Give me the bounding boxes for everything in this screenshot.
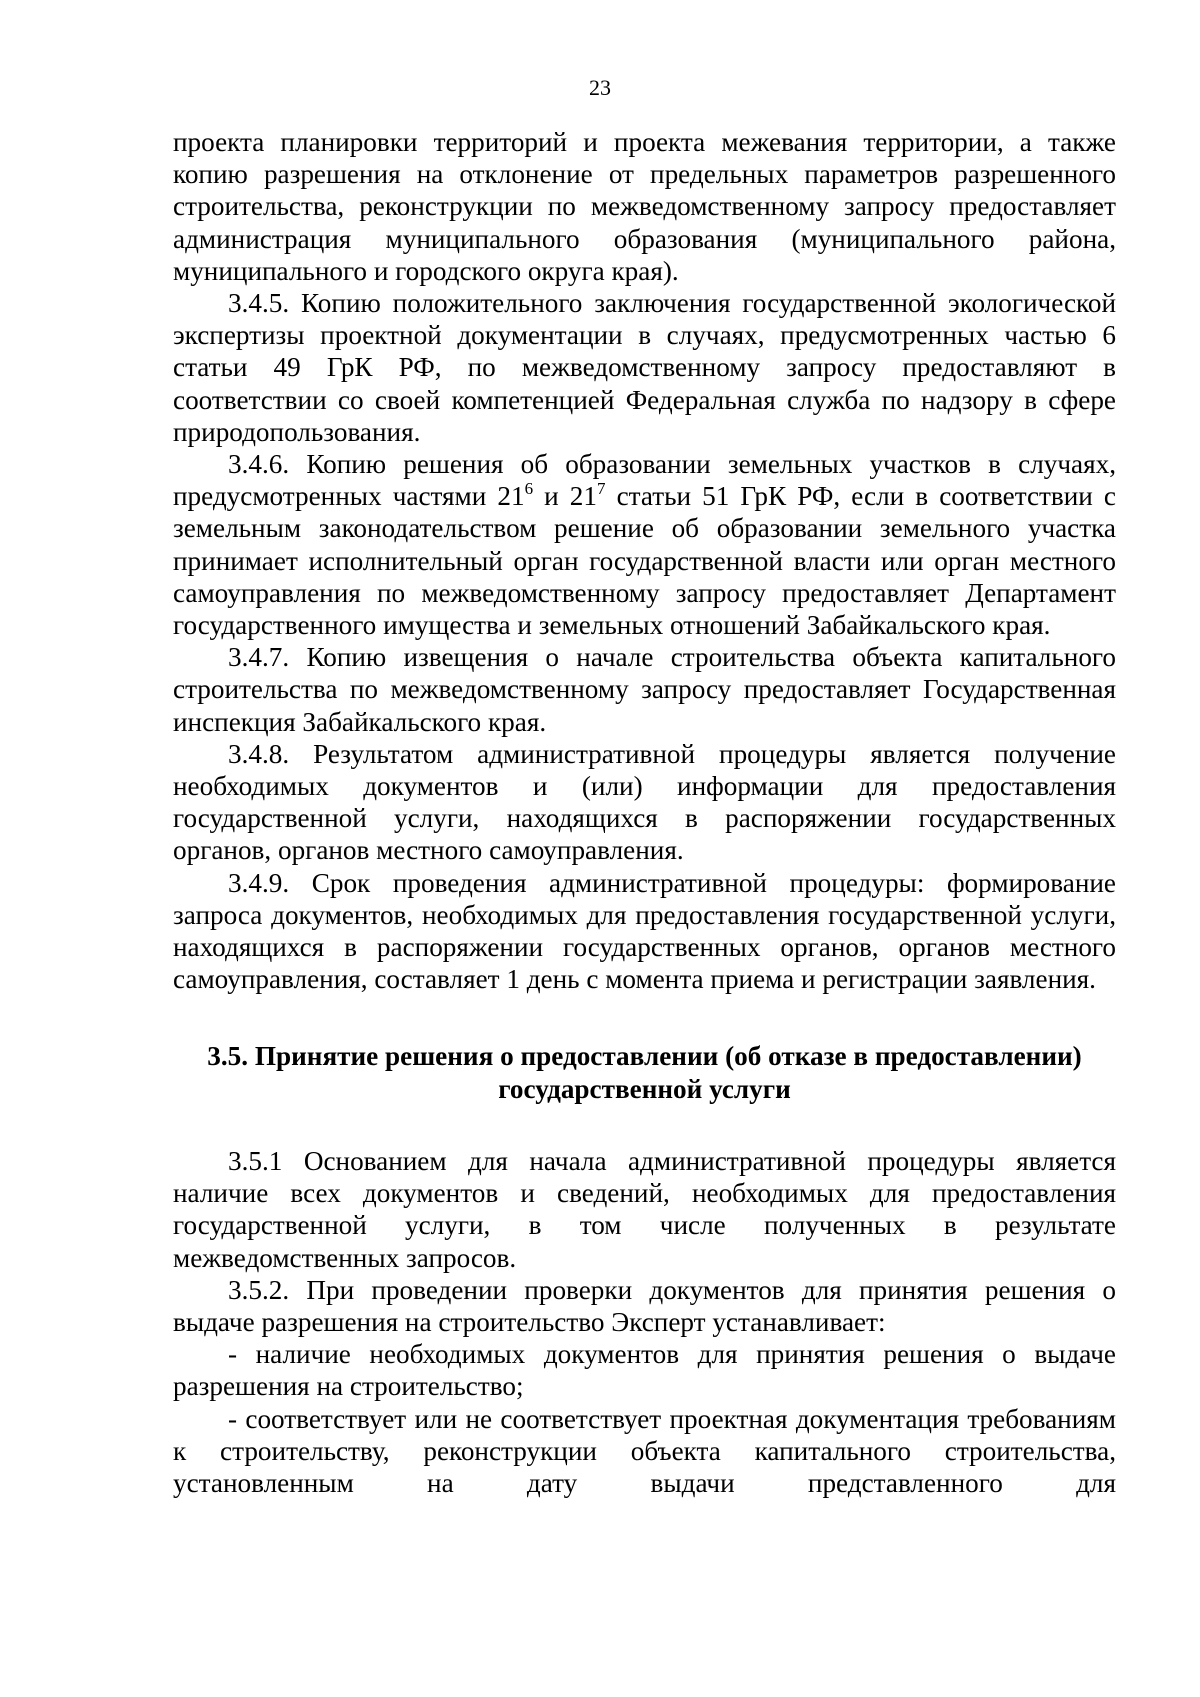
paragraph-continuation: проекта планировки территорий и проекта межевания территории, а также копию разрешения на отклонение от предельных параметров разрешенного строительства, реконструкции по межведомственному запросу предоставляет администрация муниципального образования (муниципального района, муниципального и городского округа края).	[173, 127, 1116, 286]
paragraph-3-4-6-part2: и 21	[533, 481, 597, 512]
paragraph-3-4-7: 3.4.7. Копию извещения о начале строительства объекта капитального строительства по межведомственному запросу предоставляет Государственная инспекция Забайкальского края.	[173, 642, 1116, 737]
paragraph-3-4-6-part3: статьи 51 ГрК РФ, если в соответствии с земельным законодательством решение об образовании земельного участка принимает исполнительный орган государственной власти или орган местного самоуправления по межведомственному запросу предоставляет Департамент государственного имущества и земельных отношений Забайкальского края.	[173, 481, 1116, 641]
paragraph-3-4-6	[173, 448, 1116, 641]
section-heading-line-1: 3.5. Принятие решения о предоставлении (об отказе в предоставлении)	[207, 1041, 1082, 1072]
paragraph-3-4-5: 3.4.5. Копию положительного заключения государственной экологической экспертизы проектной документации в случаях, предусмотренных частью 6 статьи 49 ГрК РФ, по межведомственному запросу предоставляют в соответствии со своей компетенцией Федеральная служба по надзору в сфере природопользования.	[173, 288, 1116, 447]
list-item-documents: - наличие необходимых документов для принятия решения о выдаче разрешения на строительство;	[173, 1339, 1116, 1402]
page-number: 23	[589, 75, 611, 100]
paragraph-3-5-1: 3.5.1 Основанием для начала административной процедуры является наличие всех документов и сведений, необходимых для предоставления государственной услуги, в том числе полученных в результате межведомственных запросов.	[173, 1145, 1116, 1273]
list-item-compliance: - соответствует или не соответствует проектная документация требованиям к строительству, реконструкции объекта капитального строительства, установленным на дату выдачи представленного для	[173, 1403, 1116, 1498]
document-body	[173, 126, 1116, 1499]
paragraph-3-4-6-part1: 3.4.6. Копию решения об образовании земельных участков в случаях, предусмотренных частями 21	[173, 449, 1116, 512]
section-heading-line-2: государственной услуги	[498, 1073, 791, 1104]
section-heading-3-5	[173, 1040, 1116, 1104]
paragraph-3-4-9: 3.4.9. Срок проведения административной процедуры: формирование запроса документов, необходимых для предоставления государственной услуги, находящихся в распоряжении государственных органов, органов местного самоуправления, составляет 1 день с момента приема и регистрации заявления.	[173, 867, 1116, 995]
superscript-6: 6	[524, 479, 534, 499]
paragraph-3-5-2: 3.5.2. При проведении проверки документов для принятия решения о выдаче разрешения на строительство Эксперт устанавливает:	[173, 1274, 1116, 1337]
paragraph-3-4-8: 3.4.8. Результатом административной процедуры является получение необходимых документов и (или) информации для предоставления государственной услуги, находящихся в распоряжении государственных органов, органов местного самоуправления.	[173, 738, 1116, 866]
superscript-7: 7	[597, 479, 606, 499]
